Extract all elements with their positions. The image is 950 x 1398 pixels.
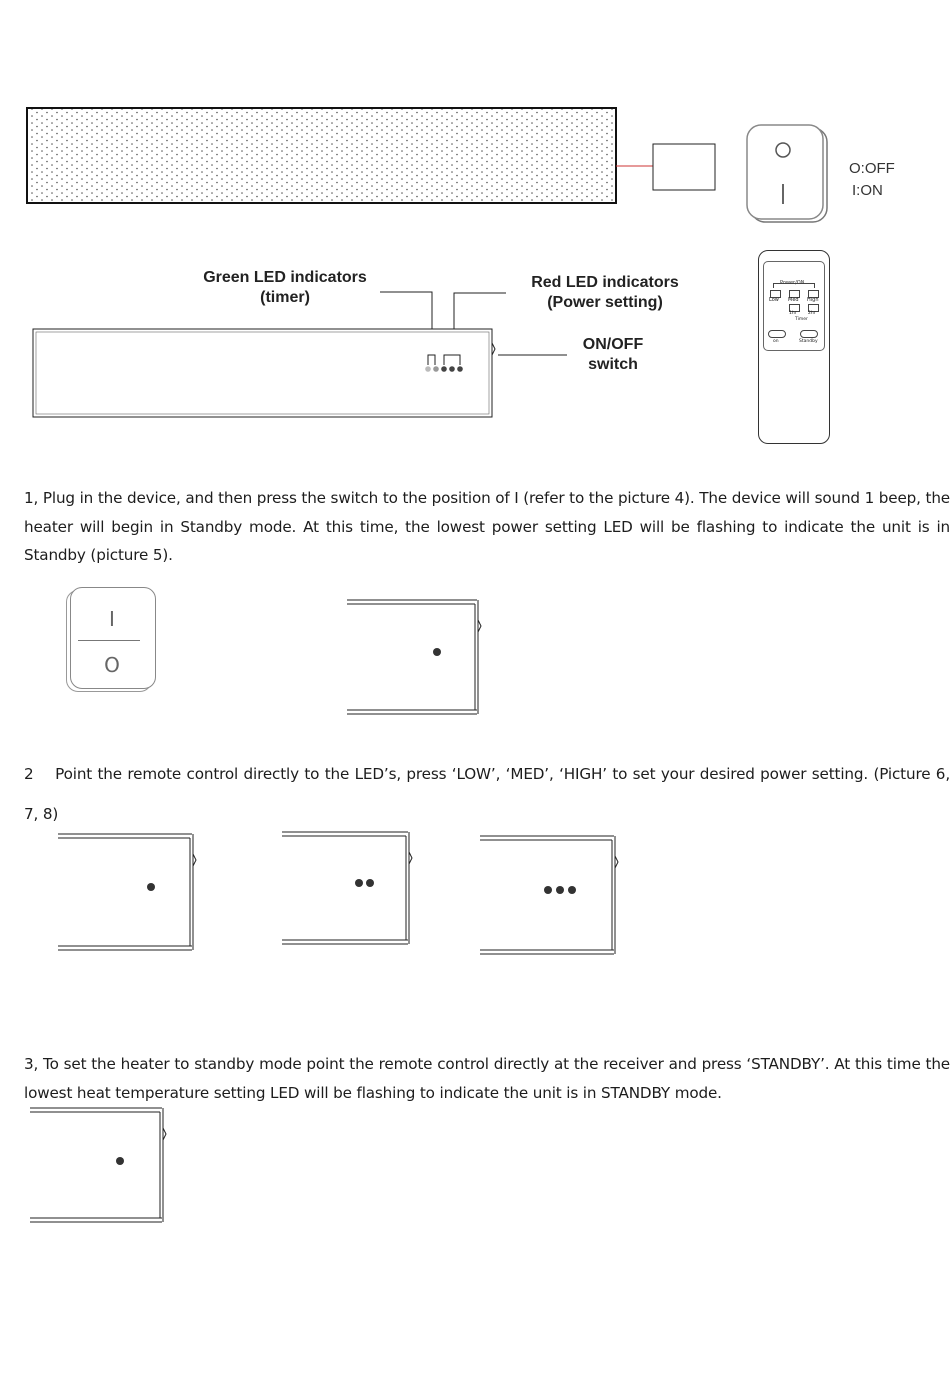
step-3-text: 3, To set the heater to standby mode point the remote control directly at the receiver and press ‘STANDBY’. At this time the lowest heat temperature setting LED will be flashing to indicate the unit is in STANDBY mode. — [24, 1055, 950, 1102]
switch-on-symbol: I — [109, 607, 115, 631]
heater-picture-7 — [280, 830, 426, 954]
heater-picture-6 — [56, 832, 202, 956]
remote-on-button[interactable] — [768, 330, 786, 338]
step-1-text: 1, Plug in the device, and then press the switch to the position of I (refer to the picture 4). The device will sound 1 beep, the heater will begin in Standby mode. At this time, the lowest power setting LED will be flashing to indicate the unit is in Standby (picture 5). — [24, 489, 950, 564]
remote-high-label: High — [807, 297, 819, 303]
switch-picture-4 — [66, 587, 156, 693]
green-led-label: Green LED indicators (timer) — [203, 269, 367, 306]
heater-picture-9 — [28, 1106, 174, 1230]
remote-standby-button[interactable] — [800, 330, 818, 338]
heater-picture-5 — [345, 598, 485, 718]
remote-med-label: Med — [788, 297, 799, 303]
remote-2hr-label: 2hr — [808, 311, 816, 316]
rocker-switch-icon — [745, 124, 835, 229]
red-led-label: Red LED indicators (Power setting) — [531, 274, 679, 311]
onoff-switch-label: ON/OFF switch — [582, 336, 644, 373]
remote-1hr-label: 1hr — [789, 311, 797, 316]
heater-side-diagram — [30, 285, 570, 420]
heater-picture-8 — [478, 834, 624, 958]
remote-standby-label: Standby — [799, 339, 818, 344]
switch-on-label: I:ON — [852, 182, 883, 199]
switch-off-label: O:OFF — [849, 160, 895, 177]
remote-control — [758, 250, 830, 444]
remote-power-label: Power/ON — [780, 280, 805, 286]
step-2-text: 2 Point the remote control directly to the LED’s, press ‘LOW’, ‘MED’, ‘HIGH’ to set your desired power setting. (Picture 6, 7, 8) — [24, 765, 950, 823]
remote-on-label: on — [773, 339, 779, 344]
heater-grille-panel — [20, 100, 740, 210]
switch-off-symbol: O — [104, 653, 120, 677]
remote-timer-label: Timer — [795, 317, 808, 322]
remote-low-label: Low — [769, 297, 779, 303]
